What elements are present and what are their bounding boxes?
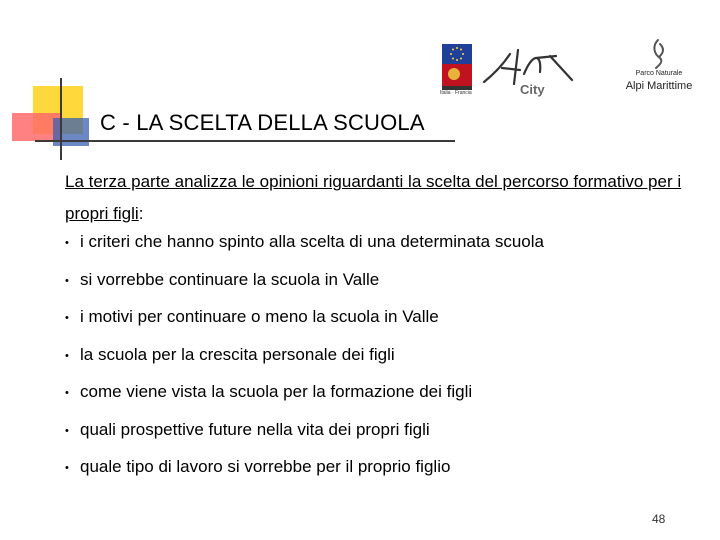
bullet-icon: • [65, 424, 69, 437]
title-underline-rule [35, 140, 455, 142]
bullet-list [65, 232, 544, 495]
list-item: • i criteri che hanno spinto alla scelta di una determinata scuola [65, 232, 544, 251]
park-name-line2: Alpi Marittime [625, 80, 693, 92]
slide-title: C - LA SCELTA DELLA SCUOLA [100, 110, 425, 135]
eu-caption: Italia · Francia [440, 90, 472, 96]
list-item: • si vorrebbe continuare la scuola in Valle [65, 269, 380, 289]
decorative-vertical-line [60, 78, 62, 160]
list-item: • come viene vista la scuola per la formazione dei figli [65, 382, 473, 401]
partner-logos [440, 38, 700, 108]
alp-city-logo [480, 44, 590, 104]
list-item: • quali prospettive future nella vita dei propri figli [65, 419, 430, 439]
list-item: • la scuola per la crescita personale dei figli [65, 344, 395, 364]
bullet-icon: • [65, 312, 69, 324]
bullet-icon: • [65, 387, 69, 399]
intro-underlined-text: La terza parte analizza le opinioni riguardanti la scelta del percorso formativo per i propri figli [65, 172, 682, 223]
intro-colon: : [138, 204, 144, 223]
page-number: 48 [652, 512, 666, 526]
intro-paragraph [65, 166, 685, 230]
bullet-icon: • [65, 274, 69, 287]
alpi-marittime-park-logo [618, 38, 700, 100]
eu-interreg-logo [440, 42, 474, 98]
bullet-icon: • [65, 349, 69, 362]
list-item: • quale tipo di lavoro si vorrebbe per il proprio figlio [65, 457, 451, 476]
bullet-icon: • [65, 237, 69, 249]
bullet-icon: • [65, 462, 69, 474]
park-name-line1: Parco Naturale [635, 70, 683, 77]
alp-city-label: City [520, 82, 545, 97]
list-item: • i motivi per continuare o meno la scuola in Valle [65, 307, 439, 326]
